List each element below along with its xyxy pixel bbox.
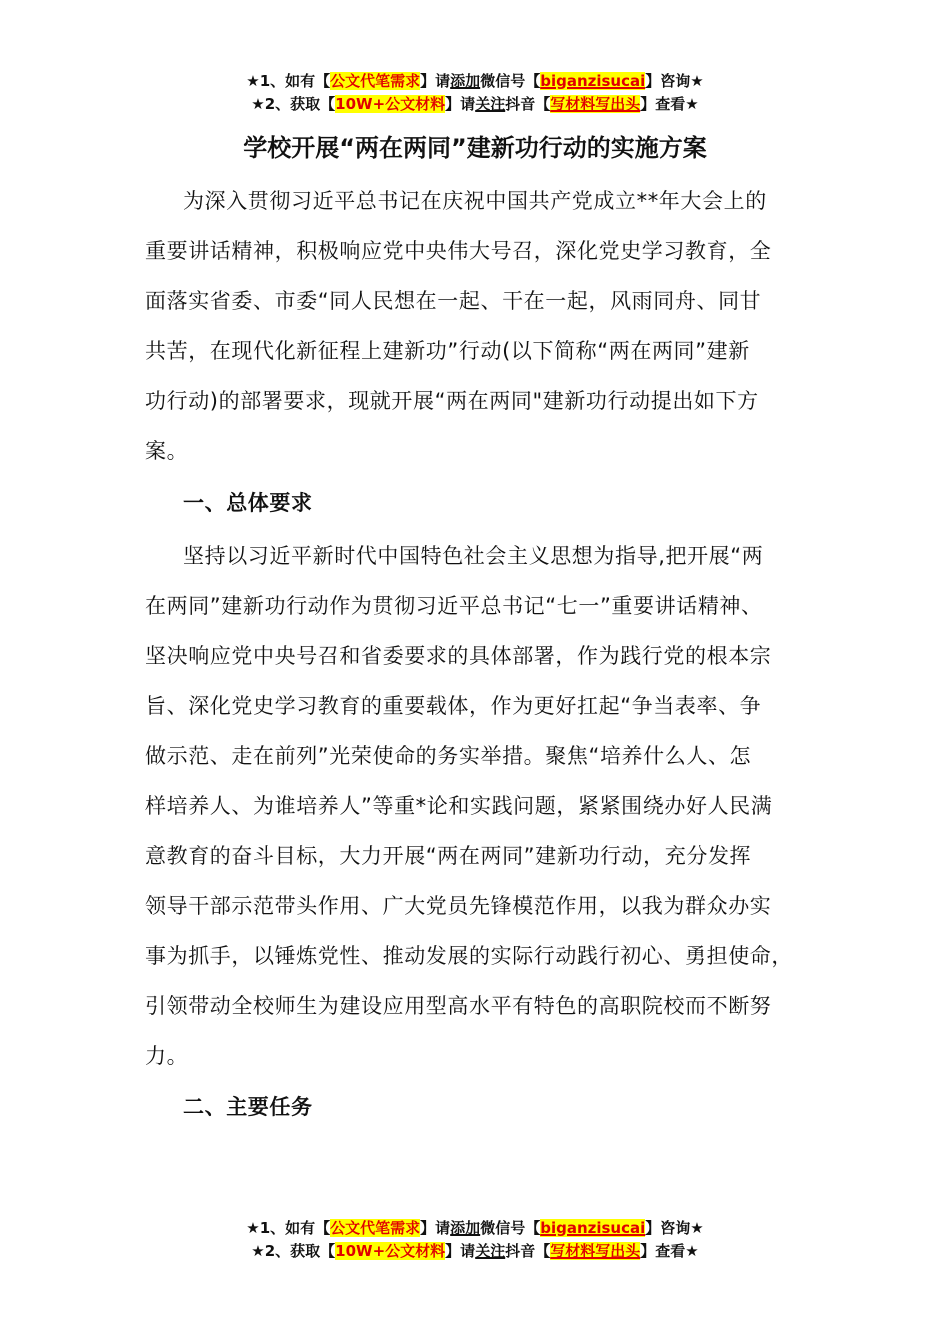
- promo-highlight: 公文代笔需求: [330, 1219, 421, 1237]
- promo-text: 】查看: [640, 1242, 686, 1260]
- promo-emphasis: 关注: [475, 95, 506, 113]
- promo-line-1: [0, 1217, 950, 1240]
- promo-highlight: 公文代笔需求: [330, 72, 421, 90]
- paragraph-line: 为深入贯彻习近平总书记在庆祝中国共产党成立**年大会上的: [183, 189, 767, 213]
- promo-text: 】咨询: [645, 1219, 691, 1237]
- douyin-id-highlight: 写材料写出头: [550, 95, 641, 113]
- promo-text: 抖音【: [505, 95, 551, 113]
- star-icon: ★: [690, 72, 704, 90]
- section-heading-2: 二、主要任务: [183, 1095, 313, 1119]
- paragraph-line: 面落实省委、市委“同人民想在一起、干在一起，风雨同舟、同甘: [145, 289, 762, 313]
- paragraph-line: 坚决响应党中央号召和省委要求的具体部署，作为践行党的根本宗: [145, 644, 772, 668]
- section-heading-1: 一、总体要求: [183, 491, 313, 515]
- paragraph-line: 共苦，在现代化新征程上建新功”行动(以下简称“两在两同”建新: [145, 339, 750, 363]
- promo-text: 】咨询: [645, 72, 691, 90]
- paragraph-line: 引领带动全校师生为建设应用型高水平有特色的高职院校而不断努: [145, 994, 772, 1018]
- star-icon: ★: [246, 1219, 260, 1237]
- promo-emphasis: 关注: [475, 1242, 506, 1260]
- promo-text: 1、如有【: [259, 1219, 331, 1237]
- paragraph-line: 旨、深化党史学习教育的重要载体，作为更好扛起“争当表率、争: [145, 694, 762, 718]
- star-icon: ★: [685, 95, 699, 113]
- promo-text: 2、获取【: [264, 95, 336, 113]
- paragraph-line: 重要讲话精神，积极响应党中央伟大号召，深化党史学习教育，全: [145, 239, 772, 263]
- douyin-id-highlight: 写材料写出头: [550, 1242, 641, 1260]
- promo-text: 】请: [420, 72, 451, 90]
- promo-text: 】请: [445, 1242, 476, 1260]
- promo-line-1: [0, 70, 950, 93]
- promo-emphasis: 添加: [450, 72, 481, 90]
- wechat-id-highlight: biganzisucai: [540, 1219, 646, 1237]
- paragraph-line: 样培养人、为谁培养人”等重*论和实践问题，紧紧围绕办好人民满: [145, 794, 773, 818]
- star-icon: ★: [246, 72, 260, 90]
- promo-highlight: 10W+公文材料: [335, 95, 446, 113]
- paragraph-line: 做示范、走在前列”光荣使命的务实举措。聚焦“培养什么人、怎: [145, 744, 752, 768]
- promo-text: 2、获取【: [264, 1242, 336, 1260]
- promo-banner-top: [0, 70, 950, 116]
- document-title: 学校开展“两在两同”建新功行动的实施方案: [243, 134, 707, 162]
- promo-text: 】查看: [640, 95, 686, 113]
- paragraph-line: 案。: [145, 439, 189, 463]
- paragraph-line: 意教育的奋斗目标，大力开展“两在两同”建新功行动，充分发挥: [145, 844, 752, 868]
- paragraph-line: 功行动)的部署要求，现就开展“两在两同"建新功行动提出如下方: [145, 389, 759, 413]
- wechat-id-highlight: biganzisucai: [540, 72, 646, 90]
- promo-banner-bottom: [0, 1217, 950, 1263]
- promo-emphasis: 添加: [450, 1219, 481, 1237]
- promo-line-2: [0, 1240, 950, 1263]
- promo-text: 】请: [420, 1219, 451, 1237]
- promo-text: 抖音【: [505, 1242, 551, 1260]
- promo-line-2: [0, 93, 950, 116]
- paragraph-line: 在两同”建新功行动作为贯彻习近平总书记“七一”重要讲话精神、: [145, 594, 763, 618]
- paragraph-line: 坚持以习近平新时代中国特色社会主义思想为指导,把开展“两: [183, 544, 764, 568]
- star-icon: ★: [685, 1242, 699, 1260]
- star-icon: ★: [251, 1242, 265, 1260]
- star-icon: ★: [251, 95, 265, 113]
- paragraph-line: 事为抓手，以锤炼党性、推动发展的实际行动践行初心、勇担使命，: [145, 944, 793, 968]
- paragraph-line: 力。: [145, 1044, 189, 1068]
- paragraph-line: 领导干部示范带头作用、广大党员先锋模范作用，以我为群众办实: [145, 894, 772, 918]
- promo-text: 微信号【: [480, 72, 541, 90]
- star-icon: ★: [690, 1219, 704, 1237]
- promo-text: 微信号【: [480, 1219, 541, 1237]
- promo-highlight: 10W+公文材料: [335, 1242, 446, 1260]
- promo-text: 1、如有【: [259, 72, 331, 90]
- promo-text: 】请: [445, 95, 476, 113]
